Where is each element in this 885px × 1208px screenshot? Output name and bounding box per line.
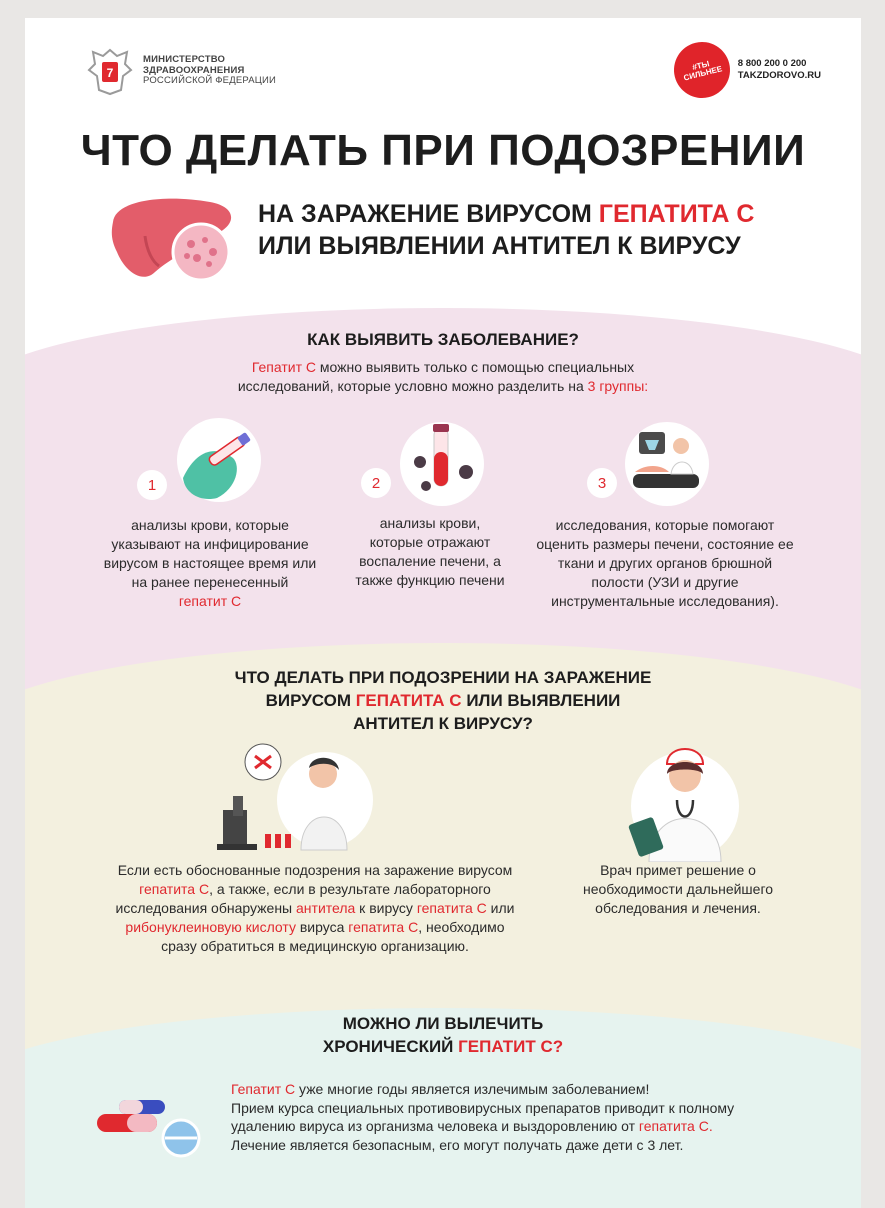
group-1-text [95, 516, 325, 611]
ministry-line: МИНИСТЕРСТВО [143, 54, 226, 66]
heading-text: ХРОНИЧЕСКИЙ [322, 1037, 459, 1056]
text-line: вируса [295, 919, 349, 935]
intro-text: можно выявить только с помощью специальных [316, 359, 635, 375]
group-3-text: исследования, которые помогают оценить размеры печени, состояние ее ткани и других органов брюшной полости (УЗИ и другие инструментальные исследования). [536, 517, 794, 609]
text-highlight: рибонуклеиновую кислоту [125, 919, 296, 935]
text-line: к вирусу [355, 900, 417, 916]
text-line: Если есть обоснованные подозрения на заражение вирусом [117, 862, 513, 878]
heading-line: АНТИТЕЛ К ВИРУСУ? [353, 714, 533, 733]
blood-sample-icon [400, 422, 484, 506]
hotline-phone: 8 800 200 0 200 [737, 58, 807, 69]
intro-highlight: 3 группы: [587, 378, 649, 394]
text-highlight: гепатита С [348, 919, 419, 935]
text-line: Прием курса специальных противовирусных препаратов приводит к полному [231, 1099, 735, 1116]
ministry-line: РОССИЙСКОЙ ФЕДЕРАЦИИ [143, 75, 277, 87]
section3-text [231, 1080, 791, 1154]
group-number: 1 [137, 470, 167, 500]
heading-highlight: ГЕПАТИТ С? [458, 1037, 564, 1056]
section2-left-text [65, 861, 565, 956]
blood-test-icon [177, 418, 261, 502]
text-highlight: гепатита С. [638, 1118, 713, 1134]
doctor-icon [615, 740, 755, 862]
intro-highlight: Гепатит С [251, 359, 316, 375]
heading-line: ЧТО ДЕЛАТЬ ПРИ ПОДОЗРЕНИИ НА ЗАРАЖЕНИЕ [234, 668, 652, 687]
group-text-highlight: гепатит С [178, 593, 242, 609]
text-line: сразу обратиться в медицинскую организацию. [161, 938, 469, 954]
emblem-icon [87, 46, 133, 96]
ultrasound-icon [625, 422, 709, 506]
ministry-logo [87, 46, 276, 96]
heading-text: ИЛИ ВЫЯВЛЕНИИ [461, 691, 621, 710]
section1-heading: КАК ВЫЯВИТЬ ЗАБОЛЕВАНИЕ? [307, 330, 579, 349]
section2-right-text: Врач примет решение о необходимости дальнейшего обследования и лечения. [582, 862, 774, 916]
brand-badge-text: #ТЫ СИЛЬНЕЕ [682, 58, 723, 83]
heading-highlight: ГЕПАТИТА С [355, 691, 462, 710]
brand-block [674, 42, 821, 98]
text-line: уже многие годы является излечимым заболеванием! [295, 1081, 650, 1097]
page-subtitle [258, 198, 754, 262]
section2-heading [25, 666, 861, 735]
heading-text: ВИРУСОМ [265, 691, 356, 710]
pills-icon [95, 1094, 205, 1164]
text-line: , а также, если в результате лабораторного [209, 881, 491, 897]
text-highlight: гепатита С [416, 900, 487, 916]
text-line: Лечение является безопасным, его могут получать даже дети с 3 лет. [231, 1136, 684, 1153]
group-number: 3 [587, 468, 617, 498]
text-line: или [486, 900, 515, 916]
liver-icon [105, 192, 245, 284]
text-highlight: антитела [296, 900, 356, 916]
svg-text:7: 7 [106, 66, 114, 80]
text-line: , необходимо [418, 919, 505, 935]
section1-intro [25, 358, 861, 396]
poster [25, 18, 861, 1208]
group-number: 2 [361, 468, 391, 498]
section3-heading [25, 1012, 861, 1058]
ministry-name [143, 55, 276, 87]
text-highlight: Гепатит С [231, 1081, 296, 1097]
text-line: исследования обнаружены [115, 900, 297, 916]
text-line: удалению вируса из организма человека и выздоровлению от [231, 1118, 639, 1134]
brand-badge [668, 36, 736, 104]
heading-line: МОЖНО ЛИ ВЫЛЕЧИТЬ [342, 1014, 544, 1033]
text-highlight: гепатита С [139, 881, 210, 897]
ministry-line: ЗДРАВООХРАНЕНИЯ [143, 64, 245, 76]
group-2-text: анализы крови, которые отражают воспаление печени, а также функцию печени [355, 515, 505, 588]
subtitle-text: НА ЗАРАЖЕНИЕ ВИРУСОМ [258, 200, 599, 228]
page-title: ЧТО ДЕЛАТЬ ПРИ ПОДОЗРЕНИИ [80, 126, 806, 175]
subtitle-text: ИЛИ ВЫЯВЛЕНИИ АНТИТЕЛ К ВИРУСУ [258, 232, 741, 260]
intro-text: исследований, которые условно можно разделить на [237, 378, 588, 394]
brand-site: TAKZDOROVO.RU [737, 70, 821, 81]
subtitle-highlight: ГЕПАТИТА С [598, 200, 755, 228]
group-text: анализы крови, которые указывают на инфицирование вирусом в настоящее время или на ранее перенесенный [103, 517, 317, 590]
laboratory-icon [215, 740, 375, 860]
